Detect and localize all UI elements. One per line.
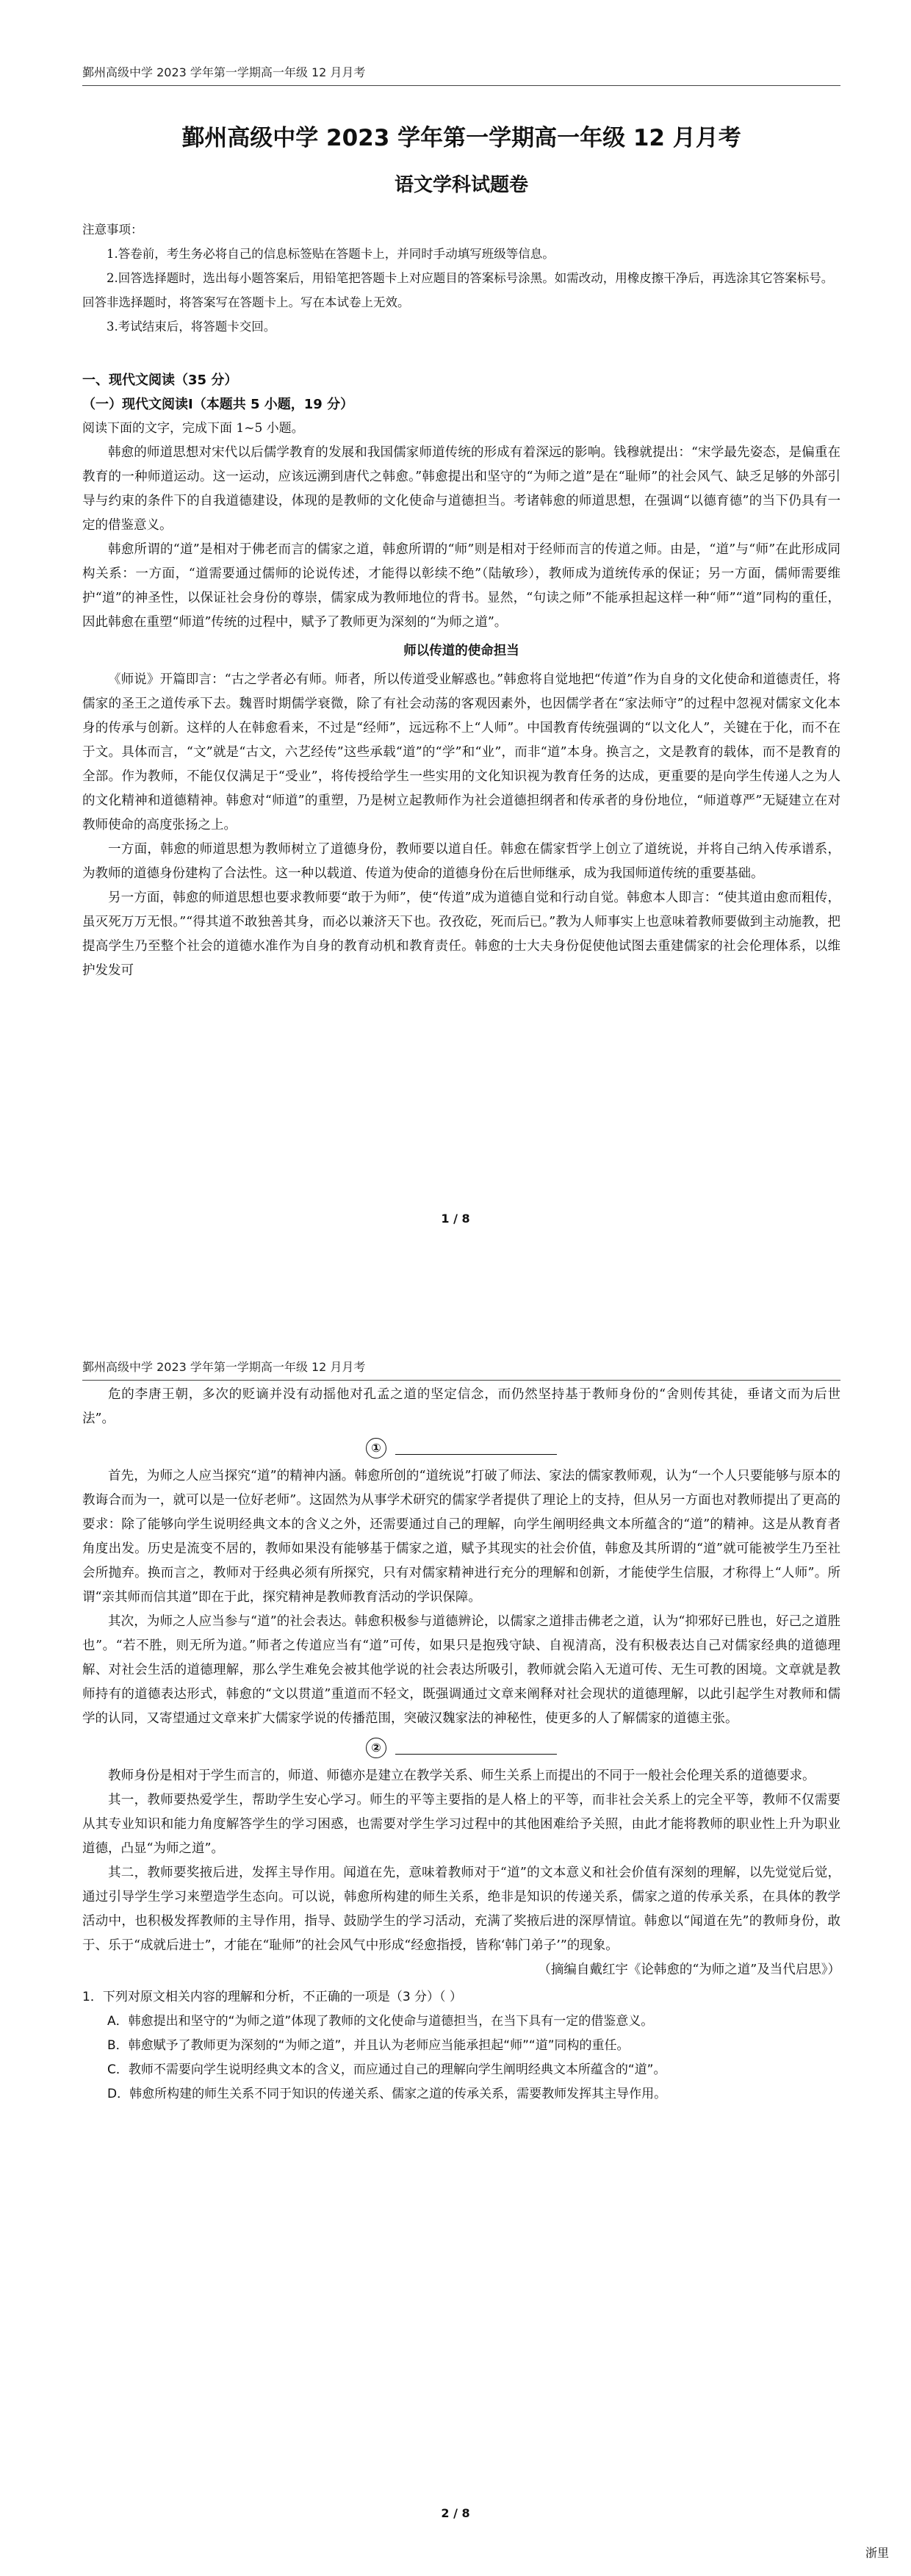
passage-paragraph: 韩愈所谓的“道”是相对于佛老而言的儒家之道，韩愈所谓的“师”则是相对于经师而言的传道之师。由是，“道”与“师”在此形成同构关系：一方面，“道需要通过儒师的论说传述，才能得以彰续不绝”（陆敏珍），教师成为道统传承的保证；另一方面，儒师需要维护“道”的神圣性，以保证社会身份的尊崇，儒家成为教师地位的背书。显然，“句读之师”不能承担起这样一种“师”“道”同构的重任，因此韩愈在重塑“师道”传统的过程中，赋予了教师更为深刻的“为师之道”。 xyxy=(82,542,840,630)
passage-paragraph: 教师身份是相对于学生而言的，师道、师德亦是建立在教学关系、师生关系上而提出的不同于一般社会伦理关系的道德要求。 xyxy=(108,1769,815,1783)
notice-heading: 注意事项： xyxy=(82,223,143,237)
page-number: 2 / 8 xyxy=(441,2506,470,2520)
passage-paragraph: 一方面，韩愈的师道思想为教师树立了道德身份，教师要以道自任。韩愈在儒家哲学上创立了道统说，并将自己纳入传承谱系，为教师的道德身份建构了合法性。这一种以载道、传道为使命的道德身份在后世师继承，成为我国师道传统的重要基础。 xyxy=(82,842,840,881)
question-option: B．韩愈赋予了教师更为深刻的“为师之道”，并且认为老师应当能承担起“师”“道”同构的重任。 xyxy=(107,2038,630,2053)
notice-item: 1.答卷前，考生务必将自己的信息标签贴在答题卡上，并同时手动填写班级等信息。 xyxy=(107,247,555,261)
passage-paragraph: 其二，教师要奖掖后进，发挥主导作用。闻道在先，意味着教师对于“道”的文本意义和社会价值有深刻的理解，以先觉觉后觉，通过引导学生学习来塑造学生态向。可以说，韩愈所构建的师生关系，绝非是知识的传递关系，儒家之道的传承关系，在具体的教学活动中，也积极发挥教师的主导作用，指导、鼓励学生的学习活动，充满了奖掖后进的深厚情谊。韩愈以“闻道在先”的教师身份，敢于、乐于“成就后进士”，才能在“耻师”的社会风气中形成“经愈指授，皆称‘韩门弟子’”的现象。 xyxy=(82,1866,840,1953)
exam-page-1 xyxy=(0,44,911,1249)
passage-paragraph: 危的李唐王朝，多次的贬谪并没有动摇他对孔孟之道的坚定信念，而仍然坚持基于教师身份的“舍则传其徒，垂诸文而为后世法”。 xyxy=(82,1387,840,1426)
fill-blank-line xyxy=(395,1741,557,1755)
part-heading: （一）现代文阅读Ⅰ（本题共 5 小题，19 分） xyxy=(82,397,354,412)
question-option: D．韩愈所构建的师生关系不同于知识的传递关系、儒家之道的传承关系，需要教师发挥其主导作用。 xyxy=(107,2087,667,2101)
page-number: 1 / 8 xyxy=(441,1212,470,1226)
passage-paragraph: 首先，为师之人应当探究“道”的精神内涵。韩愈所创的“道统说”打破了师法、家法的儒家教师观，认为“一个人只要能够与原本的教诲合而为一，就可以是一位好老师”。这固然为从事学术研究的儒家学者提供了理论上的支持，但从另一方面也对教师提出了更高的要求：除了能够向学生说明经典文本的含义之外，还需要通过自己的理解，向学生阐明经典文本所蕴含的“道”的精神。这是从教育者角度出发。历史是流变不居的，教师如果没有能够基于儒家之道，赋予其现实的社会价值，韩愈及其所谓的“道”就可能被学生乃至社会所抛弃。换而言之，教师对于经典必须有所探究，只有对儒家精神进行充分的理解和创新，才能使学生信服，才称得上“人师”。所谓“亲其师而信其道”即在于此，探究精神是教师教育活动的学识保障。 xyxy=(82,1469,840,1605)
passage-source: （摘编自戴红宇《论韩愈的“为师之道”及当代启思》） xyxy=(538,1962,840,1977)
page-header: 鄞州高级中学 2023 学年第一学期高一年级 12 月月考 xyxy=(82,1358,840,1381)
passage-paragraph: 其次，为师之人应当参与“道”的社会表达。韩愈积极参与道德辨论，以儒家之道排击佛老之道，认为“抑邪好已胜也，好己之道胜也”。“若不胜，则无所为道。”师者之传道应当有“道”可传，如果只是抱残守缺、自视清高，没有积极表达自己对儒家经典的道德理解、对社会生活的道德理解，那么学生难免会被其他学说的社会表达所吸引，教师就会陷入无道可传、无生可教的困境。文章就是教师持有的道德表达形式，韩愈的“文以贯道”重道而不轻文，既强调通过文章来阐释对社会现状的道德理解，以此引起学生对教师和儒学的认同，又寄望通过文章来扩大儒家学说的传播范围，突破汉魏家法的神秘性，使更多的人了解儒家的道德主张。 xyxy=(82,1614,840,1726)
page-content xyxy=(82,101,840,983)
passage-paragraph: 韩愈的师道思想对宋代以后儒学教育的发展和我国儒家师道传统的形成有着深远的影响。钱穆就提出：“宋学最先姿态，是偏重在教育的一种师道运动。这一运动，应该远溯到唐代之韩愈。”韩愈提出和坚守的“为师之道”是在“耻师”的社会风气、缺乏足够的外部引导与约束的条件下的自我道德建设，体现的是教师的文化使命与道德担当。考诸韩愈的师道思想，在强调“以德育德”的当下仍具有一定的借鉴意义。 xyxy=(82,445,840,533)
notice-item: 2.回答选择题时，选出每小题答案后，用铅笔把答题卡上对应题目的答案标号涂黑。如需改动，用橡皮擦干净后，再选涂其它答案标号。回答非选择题时，将答案写在答题卡上。写在本试卷上无效。 xyxy=(82,271,834,309)
passage-paragraph: 另一方面，韩愈的师道思想也要求教师要“敢于为师”，使“传道”成为道德自觉和行动自觉。韩愈本人即言：“使其道由愈而粗传，虽灭死万万无恨。”“得其道不敢独善其身，而必以兼济天下也。孜孜矻，死而后已。”教为人师事实上也意味着教师要做到主动施教，把提高学生乃至整个社会的道德水准作为自身的教育动机和教育责任。韩愈的士大夫身份促使他试图去重建儒家的社会伦理体系，以维护发发可 xyxy=(82,891,840,978)
section-heading: 一、现代文阅读（35 分） xyxy=(82,373,238,388)
passage-subheading: 师以传道的使命担当 xyxy=(403,644,519,658)
passage-paragraph: 《师说》开篇即言：“古之学者必有师。师者，所以传道受业解惑也。”韩愈将自觉地把“传道”作为自身的文化使命和道德责任，将儒家的圣王之道传承下去。魏晋时期儒学衰微，除了有社会动荡的客观因素外，也因儒学者在“家法师守”的过程中忽视对儒家文化本身的传承与创新。这样的人在韩愈看来，不过是“经师”，远远称不上“人师”。中国教育传统强调的“以文化人”，关键在于化，而不在于文。具体而言，“文”就是“古文，六艺经传”这些承载“道”的“学”和“业”，而非“道”本身。换言之，文是教育的载体，而不是教育的全部。作为教师，不能仅仅满足于“受业”，将传授给学生一些实用的文化知识视为教育任务的达成，更重要的是向学生传递人之为人的文化精神和道德精神。韩愈对“师道”的重塑，乃是树立起教师作为社会道德担纲者和传承者的身份地位，“师道尊严”无疑建立在对教师使命的高度张扬之上。 xyxy=(82,672,840,832)
exam-subtitle: 语文学科试题卷 xyxy=(394,174,528,196)
blank-heading-2 xyxy=(82,1735,840,1760)
passage-paragraph: 其一，教师要热爱学生，帮助学生安心学习。师生的平等主要指的是人格上的平等，而非社会关系上的完全平等，教师不仅需要从其专业知识和能力角度解答学生的学习困惑，也需要对学生学习过程中的其他困难给予关照，由此才能将教师的职业性上升为职业道德，凸显“为师之道”。 xyxy=(82,1793,840,1856)
notice-item: 3.考试结束后，将答题卡交回。 xyxy=(107,320,276,334)
question-option: C．教师不需要向学生说明经典文本的含义，而应通过自己的理解向学生阐明经典文本所蕴含的“道”。 xyxy=(107,2062,666,2077)
exam-page-2 xyxy=(0,1339,911,2544)
question-option: A．韩愈提出和坚守的“为师之道”体现了教师的文化使命与道德担当，在当下具有一定的借鉴意义。 xyxy=(107,2014,654,2029)
exam-title: 鄞州高级中学 2023 学年第一学期高一年级 12 月月考 xyxy=(181,125,741,151)
circled-number: ② xyxy=(366,1738,386,1758)
circled-number: ① xyxy=(366,1438,386,1458)
page-header: 鄞州高级中学 2023 学年第一学期高一年级 12 月月考 xyxy=(82,63,840,86)
blank-heading-1 xyxy=(82,1436,840,1460)
corner-label: 浙里 xyxy=(865,2546,889,2560)
fill-blank-line xyxy=(395,1441,557,1455)
reading-instruction: 阅读下面的文字，完成下面 1~5 小题。 xyxy=(82,421,304,436)
question-stem: 1．下列对原文相关内容的理解和分析，不正确的一项是（3 分）（ ） xyxy=(82,1990,462,2004)
page-content xyxy=(82,1383,840,2107)
notice-block xyxy=(82,217,840,339)
